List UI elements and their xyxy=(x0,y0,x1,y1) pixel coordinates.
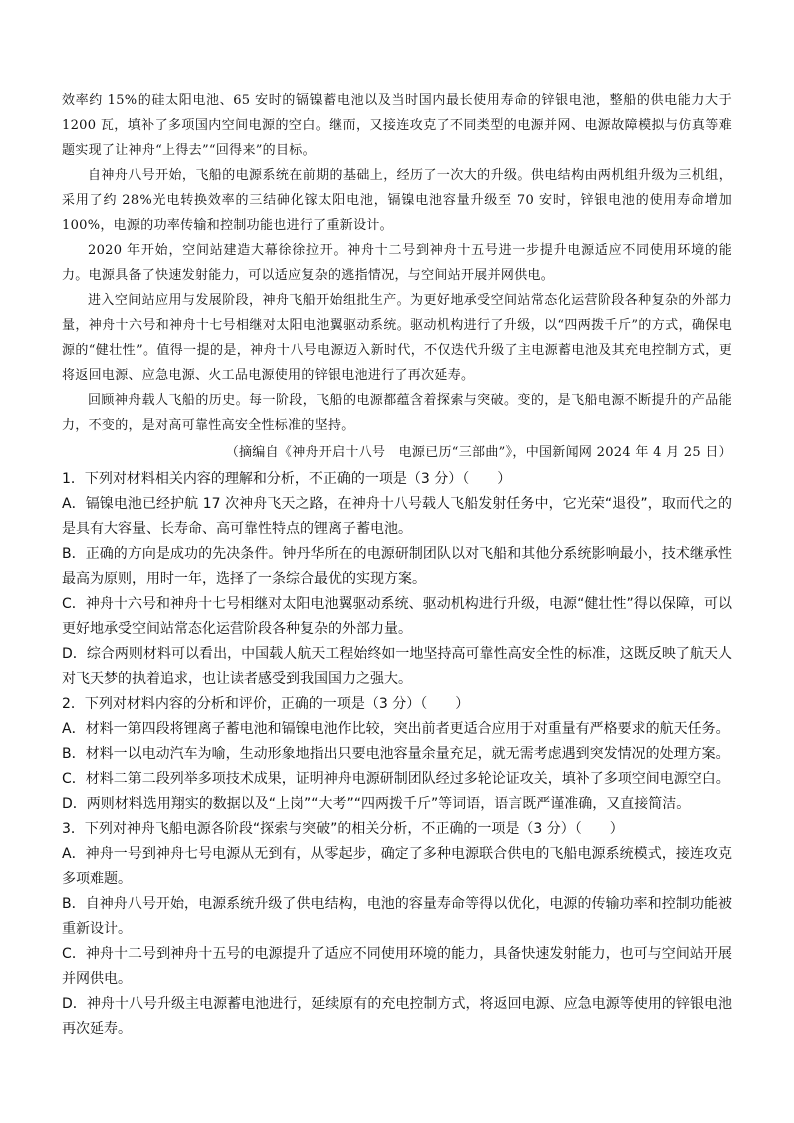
material-paragraph: 效率约 15%的硅太阳电池、65 安时的镉镍蓄电池以及当时国内最长使用寿命的锌银电池，整船的供电能力大于 1200 瓦，填补了多项国内空间电源的空白。继而，又接连攻克了不同类型的电源并网、电源故障模拟与仿真等难题实现了让神舟“上得去”“回得来”的目标。 xyxy=(62,93,732,158)
option-d: D．综合两则材料可以看出，中国载人航天工程始终如一地坚持高可靠性高安全性的标准，这既反映了航天人对飞天梦的执着追求，也让读者感受到我国国力之强大。 xyxy=(62,646,732,687)
question-2 xyxy=(62,692,732,817)
option-a: A．神舟一号到神舟七号电源从无到有，从零起步，确定了多种电源联合供电的飞船电源系统模式，接连攻克多项难题。 xyxy=(62,846,732,887)
question-3 xyxy=(62,817,732,1042)
question-1 xyxy=(62,467,732,692)
option-c: C．材料二第二段列举多项技术成果，证明神舟电源研制团队经过多轮论证攻关，填补了多项空间电源空白。 xyxy=(62,771,730,787)
option-d: D．两则材料选用翔实的数据以及“上岗”“大考”“四两拨千斤”等词语，语言既严谨准确，又直接简洁。 xyxy=(62,796,691,812)
material-paragraph: 自神舟八号开始，飞船的电源系统在前期的基础上，经历了一次大的升级。供电结构由两机组升级为三机组，采用了约 28%光电转换效率的三结砷化镓太阳电池，镉镍电池容量升级至 70 安时，锌银电池的使用寿命增加 100%，电源的功率传输和控制功能也进行了重新设计。 xyxy=(62,168,732,233)
question-list xyxy=(62,467,732,1042)
question-stem: 3．下列对神舟飞船电源各阶段“探索与突破”的相关分析，不正确的一项是（3 分）（ ） xyxy=(62,821,624,837)
option-c: C．神舟十二号到神舟十五号的电源提升了适应不同使用环境的能力，具备快速发射能力，也可与空间站开展并网供电。 xyxy=(62,946,732,987)
option-a: A．材料一第四段将锂离子蓄电池和镉镍电池作比较，突出前者更适合应用于对重量有严格要求的航天任务。 xyxy=(62,721,730,737)
reading-material xyxy=(62,88,732,465)
option-b: B．材料一以电动汽车为喻，生动形象地指出只要电池容量余量充足，就无需考虑遇到突发情况的处理方案。 xyxy=(62,746,730,762)
option-d: D．神舟十八号升级主电源蓄电池进行，延续原有的充电控制方式，将返回电源、应急电源等使用的锌银电池再次延寿。 xyxy=(62,996,732,1037)
option-a: A．镉镍电池已经护航 17 次神舟飞天之路，在神舟十八号载人飞船发射任务中，它光荣“退役”，取而代之的是具有大容量、长寿命、高可靠性特点的锂离子蓄电池。 xyxy=(62,496,732,537)
question-stem: 1．下列对材料相关内容的理解和分析，不正确的一项是（3 分）（ ） xyxy=(62,471,512,487)
option-b: B．自神舟八号开始，电源系统升级了供电结构，电池的容量寿命等得以优化，电源的传输功率和控制功能被重新设计。 xyxy=(62,896,732,937)
material-source: （摘编自《神舟开启十八号 电源已历“三部曲”》，中国新闻网 2024 年 4 月 25 日） xyxy=(225,445,732,460)
material-paragraph: 2020 年开始，空间站建造大幕徐徐拉开。神舟十二号到神舟十五号进一步提升电源适应不同使用环境的能力。电源具备了快速发射能力，可以适应复杂的逃指情况，与空间站开展并网供电。 xyxy=(62,243,732,283)
question-stem: 2．下列对材料内容的分析和评价，正确的一项是（3 分）（ ） xyxy=(62,696,470,712)
material-paragraph: 回顾神舟载人飞船的历史。每一阶段，飞船的电源都蕴含着探索与突破。变的，是飞船电源不断提升的产品能力，不变的，是对高可靠性高安全性标准的坚持。 xyxy=(62,393,732,433)
option-b: B．正确的方向是成功的先决条件。钟丹华所在的电源研制团队以对飞船和其他分系统影响最小，技术继承性最高为原则，用时一年，选择了一条综合最优的实现方案。 xyxy=(62,546,732,587)
option-c: C．神舟十六号和神舟十七号相继对太阳电池翼驱动系统、驱动机构进行升级，电源“健壮性”得以保障，可以更好地承受空间站常态化运营阶段各种复杂的外部力量。 xyxy=(62,596,732,637)
material-paragraph: 进入空间站应用与发展阶段，神舟飞船开始组批生产。为更好地承受空间站常态化运营阶段各种复杂的外部力量，神舟十六号和神舟十七号相继对太阳电池翼驱动系统。驱动机构进行了升级，以“四两拨千斤”的方式，确保电源的“健壮性”。值得一提的是，神舟十八号电源迈入新时代，不仅迭代升级了主电源蓄电池及其充电控制方式，更将返回电源、应急电源、火工品电源使用的锌银电池进行了再次延寿。 xyxy=(62,293,732,383)
